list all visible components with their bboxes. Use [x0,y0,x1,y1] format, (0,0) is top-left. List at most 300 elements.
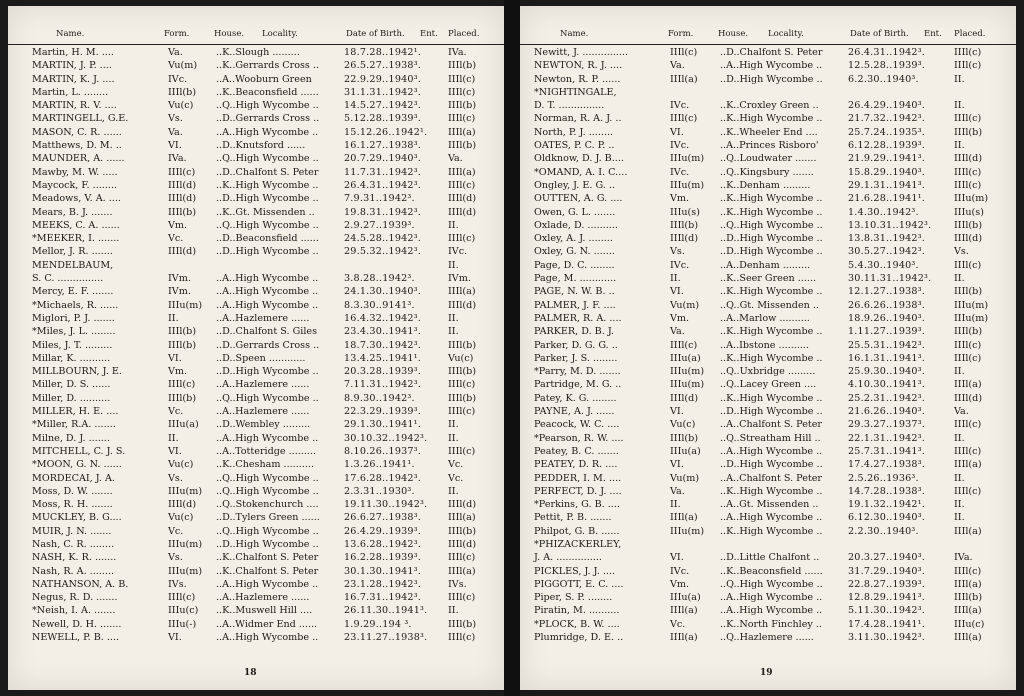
placed-class: IIIl(b) [954,219,983,231]
house-locality: ..K..High Wycombe .. [720,206,823,218]
register-row [8,245,504,258]
register-row [8,179,504,192]
register-row [8,259,504,272]
placed-class: IIIu(c) [954,618,985,630]
pupil-name: Moss, D. W. ....... [32,485,113,497]
form-class: IIIl(a) [670,73,698,85]
form-class: Va. [670,60,685,72]
house-locality: ..A..Hazlemere ...... [216,592,310,604]
register-row [520,392,1016,405]
header-ent: Ent. [420,29,438,39]
register-row [8,112,504,125]
register-row [8,458,504,471]
pupil-name: MILLER, H. E. .... [32,406,119,418]
register-row [520,206,1016,219]
placed-class: IIIl(d) [954,392,983,404]
form-class: VI. [168,140,182,152]
pupil-name: Peatey, B. C. ....... [534,445,619,457]
pupil-name: MUIR, J. N. ....... [32,525,112,537]
header-form: Form. [164,29,190,39]
register-row [8,565,504,578]
form-class: II. [168,432,179,444]
house-locality: ..A..High Wycombe .. [216,273,319,285]
form-class: IIIu(m) [168,565,203,577]
pupil-name: Martin, L. ........ [32,86,109,98]
register-row [8,312,504,325]
form-class: IIIl(b) [168,86,197,98]
register-row [8,498,504,511]
house-locality: ..A..High Wycombe .. [720,592,823,604]
house-locality: ..A..Wooburn Green [216,73,312,85]
birth-entry: 2.3.31..1930³. [344,485,415,497]
birth-entry: 30.11.31..1942³. [848,273,932,285]
birth-entry: 29.5.32..1942³. [344,246,422,258]
form-class: Vm. [670,578,690,590]
birth-entry: 29.1.30..1941¹. [344,419,422,431]
house-locality: ..A..Gt. Missenden .. [720,499,819,511]
form-class: IIIu(m) [670,153,705,165]
form-class: IIIl(b) [168,392,197,404]
register-row [520,498,1016,511]
birth-entry: 21.6.26..1940³. [848,406,926,418]
birth-entry: 17.4.27..1938³. [848,459,926,471]
register-row [520,46,1016,59]
placed-class: IIIl(c) [448,73,476,85]
register-row [8,126,504,139]
birth-entry: 6.12.28..1939³. [848,140,926,152]
birth-entry: 6.12.30..1940³. [848,512,926,524]
birth-entry: 31.1.31..1942³. [344,86,422,98]
pupil-name: Mercy, E. F. ....... [32,286,114,298]
house-locality: ..K..High Wycombe .. [720,392,823,404]
header-form: Form. [668,29,694,39]
pupil-name: NATHANSON, A. B. [32,578,129,590]
placed-class: II. [448,432,459,444]
pupil-name: PAYNE, A. J. ...... [534,406,615,418]
pupil-name: Parker, D. G. G. .. [534,339,618,351]
house-locality: ..Q..Stokenchurch .... [216,499,319,511]
register-row [520,325,1016,338]
placed-class: IIIl(b) [448,392,477,404]
placed-class: II. [448,485,459,497]
placed-class: IIIl(a) [448,166,476,178]
form-class: IIIl(a) [670,632,698,644]
placed-class: IIIl(c) [448,632,476,644]
house-locality: ..K..High Wycombe .. [216,179,319,191]
placed-class: IIIl(c) [448,406,476,418]
pupil-name: MASON, C. R. ...... [32,126,122,138]
placed-class: IIIl(b) [448,140,477,152]
pupil-name: MORDECAI, J. A. [32,472,115,484]
house-locality: ..Q..High Wycombe .. [720,219,823,231]
form-class: VI. [168,445,182,457]
register-row [520,312,1016,325]
placed-class: II. [954,512,965,524]
birth-entry: 2.2.30..1940³. [848,525,919,537]
pupil-name: *Michaels, R. ...... [32,299,119,311]
pupil-name: Milne, D. J. ....... [32,432,110,444]
placed-class: IIIu(m) [954,312,989,324]
placed-class: Vc. [448,472,464,484]
house-locality: ..A..High Wycombe .. [216,632,319,644]
birth-entry: 16.2.28..1939³. [344,552,422,564]
register-row [520,472,1016,485]
pupil-name: Meadows, V. A. .... [32,193,121,205]
pupil-name: Miglori, P. J. ....... [32,312,115,324]
birth-entry: 1.11.27..1939³. [848,326,926,338]
house-locality: ..D..Speen ............ [216,352,306,364]
register-row [520,192,1016,205]
placed-class: II. [448,419,459,431]
house-locality: ..D..Chalfont S. Peter [720,47,823,58]
placed-class: IVa. [954,552,973,564]
pupil-name: Nash, R. A. ........ [32,565,115,577]
birth-entry: 1.4.30..1942³. [848,206,919,218]
placed-class: IIIl(a) [954,632,982,644]
form-class: IVm. [168,286,191,298]
birth-entry: 13.8.31..1942³. [848,233,926,245]
house-locality: ..A..Denham ......... [720,259,811,271]
placed-class: II. [954,499,965,511]
form-class: IIIl(d) [670,392,699,404]
placed-class: IIIl(d) [448,193,477,205]
birth-entry: 25.7.24..1935³. [848,126,926,138]
house-locality: ..K..Slough ......... [216,47,300,58]
house-locality: ..D..Gerrards Cross .. [216,113,320,125]
house-locality: ..K..Chesham .......... [216,459,315,471]
birth-entry: 16.1.31..1941³. [848,352,926,364]
birth-entry: 13.4.25..1941¹. [344,352,422,364]
placed-class: IVm. [448,273,471,285]
register-row [8,46,504,59]
placed-class: IIIl(b) [448,618,477,630]
placed-class: IIIl(c) [448,552,476,564]
birth-entry: 26.4.29..1940³. [848,100,926,112]
birth-entry: 7.9.31..1942³. [344,193,415,205]
form-class: IIIl(d) [168,246,197,258]
pupil-name: PALMER, R. A. .... [534,312,622,324]
pupil-name: MUCKLEY, B. G.... [32,512,122,524]
house-locality: ..D..High Wycombe .. [720,233,823,245]
birth-entry: 15.8.29..1940³. [848,166,926,178]
house-locality: ..D..High Wycombe .. [720,246,823,258]
birth-entry: 29.1.31..1941³. [848,179,926,191]
form-class: Vu(c) [168,100,194,112]
birth-entry: 26.4.31..1942³. [848,47,926,58]
birth-entry: 18.9.26..1940³. [848,312,926,324]
pupil-name: *Parry, M. D. ....... [534,366,621,378]
register-row [8,591,504,604]
form-class: Vc. [168,406,184,418]
house-locality: ..K..High Wycombe .. [720,113,823,125]
register-row [8,285,504,298]
pupil-name: S. C. ............... [32,273,104,285]
placed-class: IIIl(c) [954,60,982,72]
form-class: IIIl(a) [670,605,698,617]
birth-entry: 22.1.31..1942³. [848,432,926,444]
house-locality: ..A..Chalfont S. Peter [720,419,822,431]
form-class: IIIu(a) [670,445,701,457]
form-class: IIIu(m) [670,525,705,537]
birth-entry: 1.9.29..194 ³. [344,618,412,630]
house-locality: ..D..Tylers Green ...... [216,512,320,524]
register-row [520,299,1016,312]
placed-class: IIIl(b) [954,326,983,338]
house-locality: ..K..Gerrards Cross .. [216,60,319,72]
birth-entry: 8.10.26..1937³. [344,445,422,457]
house-locality: ..Q..High Wycombe .. [720,578,823,590]
placed-class: IIIl(c) [954,352,982,364]
register-row [8,339,504,352]
pupil-name: Piratin, M. .......... [534,605,620,617]
form-class: Vu(c) [670,419,696,431]
form-class: VI. [670,286,684,298]
pupil-name: Oxley, G. N. ....... [534,246,615,258]
placed-class: IIIl(b) [448,366,477,378]
house-locality: ..K..Wheeler End .... [720,126,818,138]
register-row [520,511,1016,524]
placed-class: IIIl(d) [954,153,983,165]
right-page [520,6,1016,690]
birth-entry: 14.7.28..1938³. [848,485,926,497]
pupil-name: OUTTEN, A. G. .... [534,193,623,205]
birth-entry: 26.5.27..1938³. [344,60,422,72]
house-locality: ..Q..Gt. Missenden .. [720,299,819,311]
house-locality: ..D..Chalfont S. Giles [216,326,317,338]
header-house: House. [718,29,749,39]
register-row [520,485,1016,498]
birth-entry: 26.4.29..1939³. [344,525,422,537]
register-row [520,445,1016,458]
birth-entry: 13.10.31..1942³. [848,219,932,231]
house-locality: ..Q..High Wycombe .. [216,392,319,404]
form-class: IVs. [168,578,187,590]
form-class: Vu(m) [168,60,198,72]
pupil-name: PALMER, J. F. .... [534,299,616,311]
placed-class: IIIl(c) [954,419,982,431]
house-locality: ..A..High Wycombe .. [216,286,319,298]
birth-entry: 7.11.31..1942³. [344,379,422,391]
house-locality: ..A..Hazlemere ...... [216,379,310,391]
placed-class: IIIl(c) [448,86,476,98]
form-class: IIIu(m) [168,538,203,550]
form-class: IIIl(c) [168,166,196,178]
pupil-name: Miles, J. T. ......... [32,339,113,351]
placed-class: IIIl(c) [448,233,476,245]
form-class: IIIl(d) [168,499,197,511]
form-class: IIIu(c) [168,605,199,617]
placed-class: IIIl(a) [954,605,982,617]
pupil-name: *Miller, R.A. ....... [32,419,116,431]
register-row [8,272,504,285]
placed-class: IIIl(b) [954,286,983,298]
pupil-name: PIGGOTT, E. C. .... [534,578,624,590]
form-class: IIIu(a) [670,592,701,604]
register-row [8,618,504,631]
placed-class: IIIl(a) [954,525,982,537]
placed-class: IIIl(c) [954,445,982,457]
register-row [520,232,1016,245]
placed-class: Va. [448,153,463,165]
house-locality: ..A..Marlow .......... [720,312,810,324]
pupil-name: NEWELL, P. B. .... [32,632,120,644]
register-row [8,551,504,564]
birth-entry: 17.6.28..1942³. [344,472,422,484]
register-row [520,59,1016,72]
house-locality: ..Q..Kingsbury ....... [720,166,814,178]
register-row [8,139,504,152]
placed-class: IIIl(d) [448,499,477,511]
house-locality: ..A..Chalfont S. Peter [720,472,822,484]
register-row [8,525,504,538]
pupil-name: MARTIN, R. V. .... [32,100,117,112]
house-locality: ..D..High Wycombe .. [216,193,319,205]
birth-entry: 25.2.31..1942³. [848,392,926,404]
form-class: IIIu(m) [168,485,203,497]
register-row [8,485,504,498]
register-row [520,219,1016,232]
form-class: Va. [168,126,183,138]
form-class: Vs. [168,552,183,564]
pupil-name: J. A. ............... [534,552,602,564]
register-row [8,578,504,591]
register-row [520,604,1016,617]
house-locality: ..K..Seer Green ...... [720,273,817,285]
birth-entry: 21.6.28..1941¹. [848,193,926,205]
register-row [520,378,1016,391]
birth-entry: 25.5.31..1942³. [848,339,926,351]
register-row [520,578,1016,591]
form-class: IVc. [168,73,188,85]
house-locality: ..K..Croxley Green .. [720,100,819,112]
pupil-name: Ongley, J. E. G. .. [534,179,615,191]
birth-entry: 16.1.27..1938³. [344,140,422,152]
placed-class: Vs. [954,246,969,258]
placed-class: IIIl(a) [448,126,476,138]
placed-class: II. [954,472,965,484]
pupil-name: PAGE, N. W. B. .. [534,286,615,298]
pupil-name: PEATEY, D. R. .... [534,459,618,471]
form-class: Vu(c) [168,459,194,471]
pupil-name: PARKER, D. B. J. [534,326,614,338]
pupil-name: NASH, K. R. ....... [32,552,117,564]
placed-class: IIIl(b) [954,126,983,138]
birth-entry: 22.3.29..1939³. [344,406,422,418]
form-class: IIIl(d) [670,233,699,245]
register-row [520,631,1016,644]
birth-entry: 13.6.28..1942³. [344,538,422,550]
house-locality: ..K..High Wycombe .. [720,193,823,205]
birth-entry: 8.3.30..9141³. [344,299,415,311]
placed-class: IIIl(c) [448,445,476,457]
register-row [520,525,1016,538]
pupil-name: MEEKS, C. A. ...... [32,219,120,231]
form-class: IIIl(b) [168,326,197,338]
house-locality: ..A..Hazlemere ...... [216,406,310,418]
register-row [8,86,504,99]
form-class: Vm. [670,193,690,205]
form-class: Vc. [670,618,686,630]
register-row [8,352,504,365]
register-row [520,166,1016,179]
register-row [520,365,1016,378]
house-locality: ..Q..High Wycombe .. [216,100,319,112]
birth-entry: 30.10.32..1942³. [344,432,428,444]
pupil-name: Newell, D. H. ....... [32,618,122,630]
register-row [520,551,1016,564]
house-locality: ..A..Princes Risboro' [720,140,819,152]
placed-class: IIIl(b) [954,592,983,604]
pupil-name: *Miles, J. L. ........ [32,326,116,338]
column-header [8,20,504,45]
form-class: IVm. [168,273,191,285]
placed-class: Vu(c) [448,352,474,364]
birth-entry: 5.4.30..1940³. [848,259,919,271]
birth-entry: 15.12.26..1942¹. [344,126,428,138]
pupil-name: MITCHELL, C. J. S. [32,445,126,457]
register-row [520,618,1016,631]
house-locality: ..Q..High Wycombe .. [216,485,319,497]
pupil-name: *OMAND, A. I. C.... [534,166,628,178]
register-row [8,392,504,405]
register-row [8,432,504,445]
register-row [8,99,504,112]
form-class: Vu(c) [168,512,194,524]
placed-class: IIIl(d) [954,233,983,245]
form-class: Vs. [168,472,183,484]
birth-entry: 12.5.28..1939³. [848,60,926,72]
pupil-name: Mears, B. J. ....... [32,206,113,218]
placed-class: IIIl(a) [954,379,982,391]
pupil-name: Mawby, M. W. ..... [32,166,118,178]
birth-entry: 20.7.29..1940³. [344,153,422,165]
pupil-name: PICKLES, J. J. .... [534,565,616,577]
birth-entry: 14.5.27..1942³. [344,100,422,112]
placed-class: IIIl(b) [448,60,477,72]
house-locality: ..D..High Wycombe .. [720,459,823,471]
birth-entry: 4.10.30..1941³. [848,379,926,391]
pupil-name: Plumridge, D. E. .. [534,632,624,644]
house-locality: ..D..High Wycombe .. [216,246,319,258]
house-locality: ..A..Ibstone .......... [720,339,810,351]
register-row [520,591,1016,604]
pupil-name: Oxley, A. J. ........ [534,233,613,245]
house-locality: ..K..High Wycombe .. [720,326,823,338]
form-class: IIIl(b) [168,339,197,351]
placed-class: IIIl(c) [954,565,982,577]
register-row [520,73,1016,86]
birth-entry: 12.1.27..1938³. [848,286,926,298]
pupil-name: Page, M. ............ [534,273,617,285]
register-row [520,272,1016,285]
birth-entry: 2.9.27..1939³. [344,219,415,231]
register-row [520,139,1016,152]
placed-class: IIIl(c) [954,47,982,58]
pupil-name: Miller, D. .......... [32,392,111,404]
header-name: Name. [560,29,589,39]
placed-class: II. [954,366,965,378]
house-locality: ..A..Widmer End ...... [216,618,318,630]
form-class: Va. [670,326,685,338]
pupil-name: PEDDER, I. M. .... [534,472,622,484]
placed-class: IIIl(c) [954,113,982,125]
form-class: Vm. [168,219,188,231]
placed-class: IIIl(c) [448,179,476,191]
form-class: II. [168,312,179,324]
register-row [8,472,504,485]
form-class: IIIl(c) [670,47,698,58]
pupil-name: Millar, K. .......... [32,352,111,364]
